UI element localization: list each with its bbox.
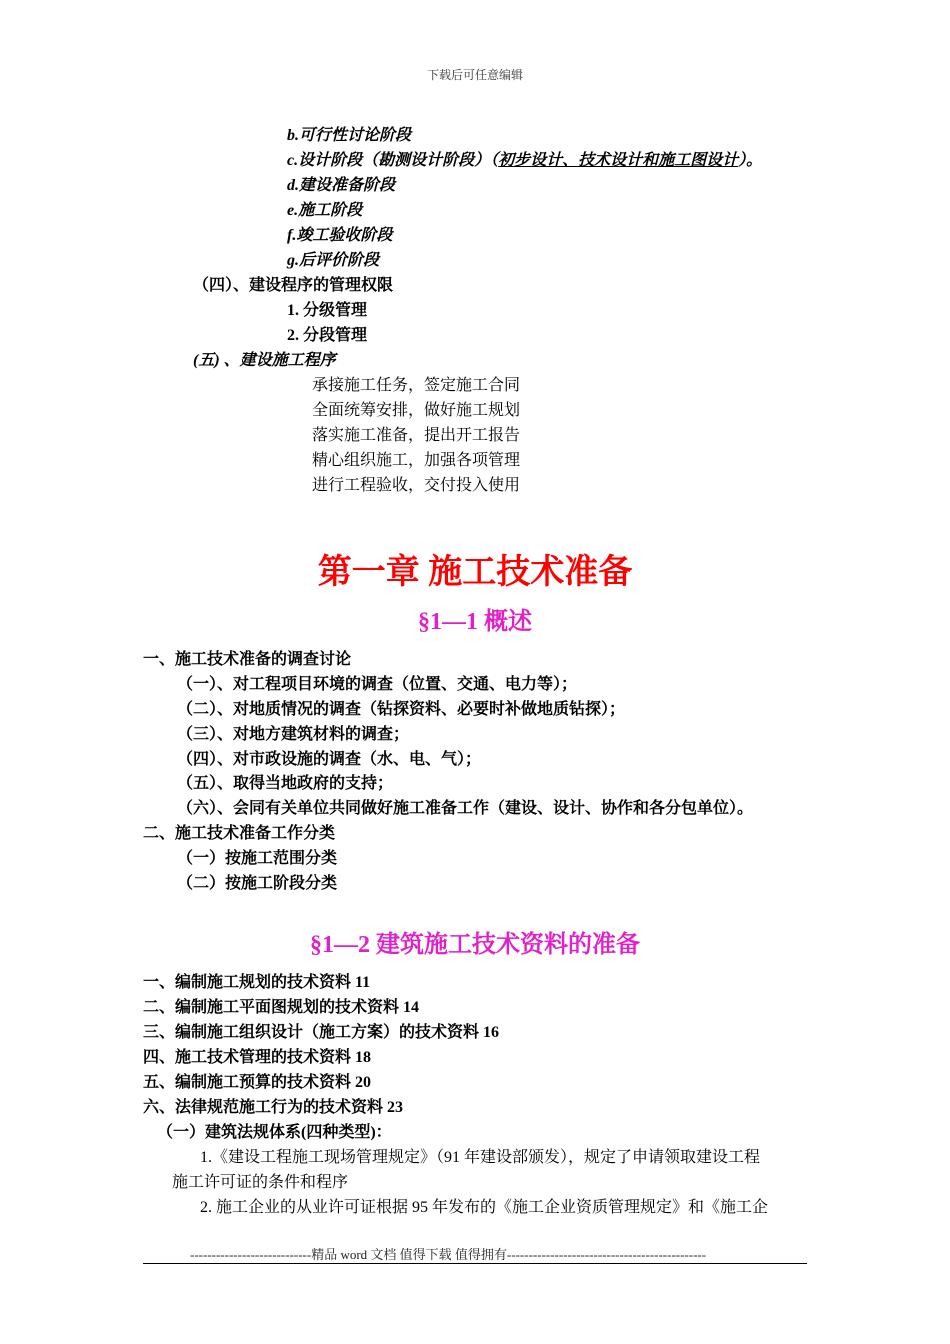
section1-item: （一）按施工范围分类 <box>177 850 338 867</box>
section1-item: 一、施工技术准备的调查讨论 <box>143 651 352 668</box>
page-footer-text: ----------------------------精品 word 文档 值得下载 值得拥有---------------------------------------------- <box>190 1247 707 1262</box>
chapter-title: 第一章 施工技术准备 <box>317 554 633 591</box>
section2-item: 五、编制施工预算的技术资料 20 <box>143 1074 372 1091</box>
section1-item: （六）、会同有关单位共同做好施工准备工作（建设、设计、协作和各分包单位）。 <box>177 800 754 817</box>
procedure-step: 全面统筹安排，做好施工规划 <box>312 402 521 419</box>
section1-item: （三）、对地方建筑材料的调查； <box>177 726 410 743</box>
page-header-note: 下载后可任意编辑 <box>426 68 523 82</box>
footer-rule <box>143 1263 807 1264</box>
phase-e-text: 施工阶段 <box>298 202 363 219</box>
procedure-step: 进行工程验收，交付投入使用 <box>312 477 521 494</box>
phase-g-text: 后评价阶段 <box>299 252 380 269</box>
section1-item: （二）、对地质情况的调查（钻探资料、必要时补做地质钻探）； <box>177 701 626 718</box>
phase-e <box>287 201 362 221</box>
phase-c-prefix: c. <box>287 152 299 169</box>
phase-f <box>287 226 392 246</box>
phase-c-underlined: 初步设计、技术设计和施工图设计 <box>498 152 739 169</box>
phase-d <box>287 176 395 196</box>
regulation-paragraph-line: 2. 施工企业的从业许可证根据 95 年发布的《施工企业资质管理规定》和《施工企 <box>200 1199 769 1216</box>
section1-item: 二、施工技术准备工作分类 <box>143 825 336 842</box>
section-title-materials: §1—2 建筑施工技术资料的准备 <box>310 932 640 958</box>
phase-f-text: 竣工验收阶段 <box>296 227 393 244</box>
section2-item: 一、编制施工规划的技术资料 11 <box>143 974 371 991</box>
section1-item: （二）按施工阶段分类 <box>177 875 338 892</box>
phase-b <box>287 126 411 146</box>
section-title-overview: §1—1 概述 <box>418 609 532 635</box>
procedure-heading: (五) 、建设施工程序 <box>193 352 336 369</box>
section1-item: （一）、对工程项目环境的调查（位置、交通、电力等）； <box>177 676 578 693</box>
phase-c-tail: ）。 <box>738 152 763 169</box>
phase-b-text: 可行性讨论阶段 <box>299 127 412 144</box>
section2-item: （一）建筑法规体系(四种类型)： <box>157 1124 392 1141</box>
section2-item: 六、法律规范施工行为的技术资料 23 <box>143 1099 404 1116</box>
authority-heading: （四）、建设程序的管理权限 <box>193 277 394 294</box>
phase-f-prefix: f. <box>287 227 297 244</box>
procedure-step: 落实施工准备，提出开工报告 <box>312 427 521 444</box>
section2-item: 四、施工技术管理的技术资料 18 <box>143 1049 372 1066</box>
regulation-paragraph-line: 施工许可证的条件和程序 <box>172 1174 349 1191</box>
phase-d-text: 建设准备阶段 <box>299 177 396 194</box>
phase-g <box>287 251 379 271</box>
section1-item: （四）、对市政设施的调查（水、电、气）； <box>177 751 482 768</box>
phase-e-prefix: e. <box>287 202 299 219</box>
phase-c-text: 设计阶段（勘测设计阶段）（ <box>298 152 499 169</box>
procedure-step: 精心组织施工，加强各项管理 <box>312 452 521 469</box>
section2-item: 三、编制施工组织设计（施工方案）的技术资料 16 <box>143 1024 500 1041</box>
section2-item: 二、编制施工平面图规划的技术资料 14 <box>143 999 420 1016</box>
phase-d-prefix: d. <box>287 177 299 194</box>
section1-item: （五）、取得当地政府的支持； <box>177 775 394 792</box>
regulation-paragraph-line: 1.《建设工程施工现场管理规定》（91 年建设部颁发），规定了申请领取建设工程 <box>200 1149 761 1166</box>
authority-item: 2. 分段管理 <box>287 327 368 344</box>
authority-item: 1. 分级管理 <box>287 302 368 319</box>
phase-c <box>287 151 762 171</box>
phase-b-prefix: b. <box>287 127 299 144</box>
phase-g-prefix: g. <box>287 252 299 269</box>
procedure-step: 承接施工任务，签定施工合同 <box>312 377 521 394</box>
